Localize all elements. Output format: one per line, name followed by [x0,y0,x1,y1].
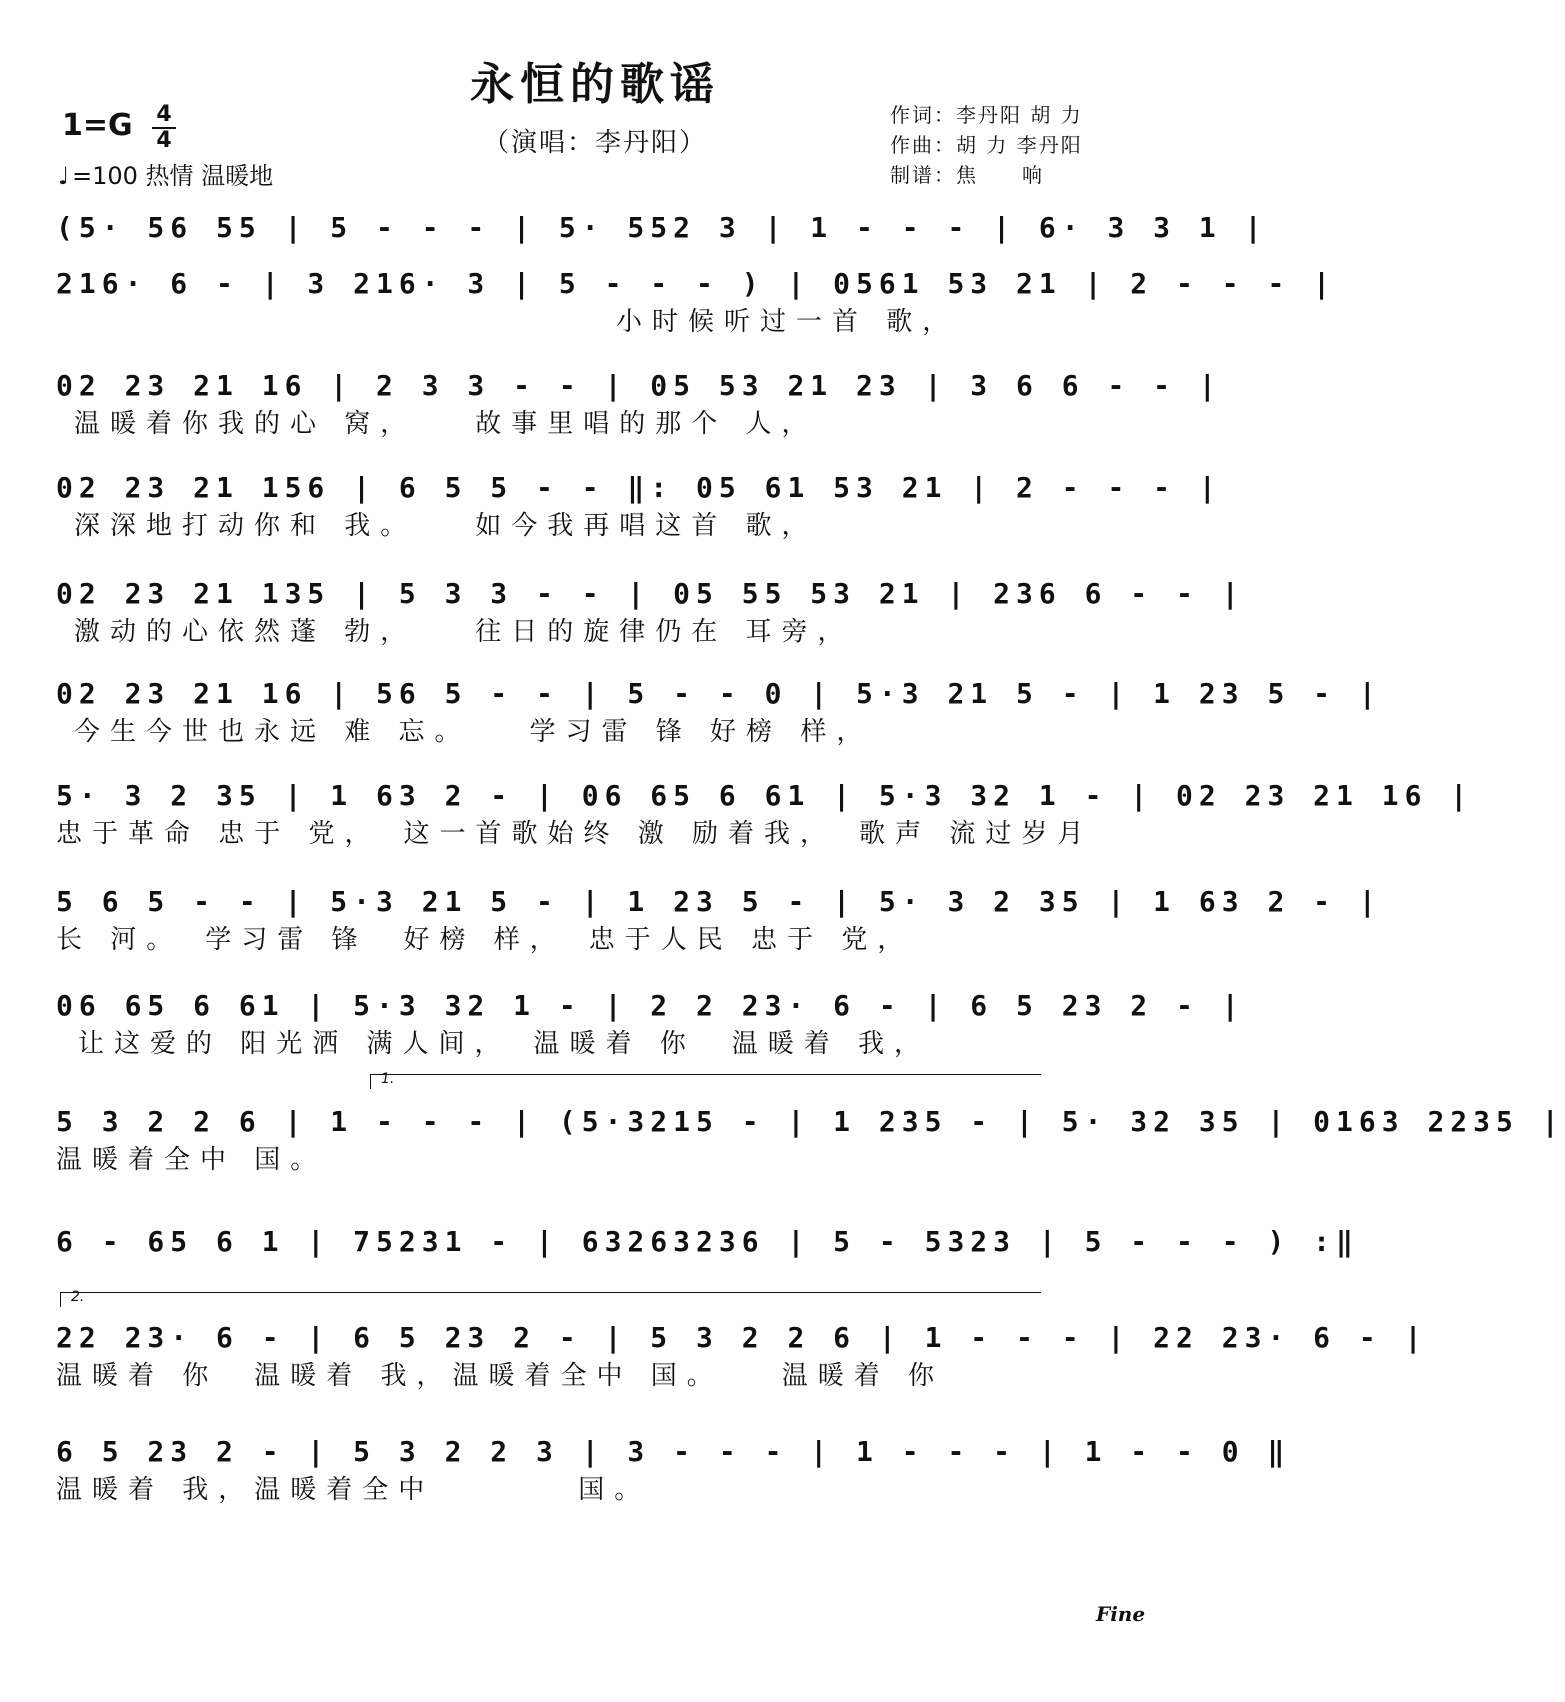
notation-line: (5· 56 55 | 5 - - - | 5· 552 3 | 1 - - - | 6· 3 3 1 | [56,211,1268,244]
song-title: 永恒的歌谣 [470,59,720,110]
notation-line: 02 23 21 156 | 6 5 5 - - ‖: 05 61 53 21 | 2 - - - | [56,471,1222,504]
notation-line: 5 3 2 2 6 | 1 - - - | (5·3215 - | 1 235 - | 5· 32 35 | 0163 2235 | [56,1105,1565,1138]
lyric-line: 温暖着 我，温暖着全中 国。 [56,1475,651,1505]
score-row [56,366,1222,442]
composer-credit: 作曲：胡 力 李丹阳 [890,133,1083,157]
notation-line: 02 23 21 16 | 56 5 - - | 5 - - 0 | 5·3 21 5 - | 1 23 5 - | [56,677,1382,710]
notation-line: 22 23· 6 - | 6 5 23 2 - | 5 3 2 2 6 | 1 - - - | 22 23· 6 - | [56,1321,1428,1354]
lyric-line: 温暖着 你 温暖着 我，温暖着全中 国。 温暖着 你 [56,1361,945,1391]
tempo-text: =100 热情 温暖地 [72,162,274,190]
lyric-line: 温暖着你我的心 窝， 故事里唱的那个 人， [74,409,818,439]
score-row [56,468,1222,544]
lyric-line: 忠于革命 忠于 党， 这一首歌始终 激 励着我， 歌声 流过岁月 [56,819,1094,849]
lyric-line: 小时候听过一首 歌， [616,307,959,337]
lyric-line: 温暖着全中 国。 [56,1145,327,1175]
notation-line: 5· 3 2 35 | 1 63 2 - | 06 65 6 61 | 5·3 32 1 - | 02 23 21 16 | [56,779,1474,812]
notation-line: 6 - 65 6 1 | 75231 - | 63263236 | 5 - 5323 | 5 - - - ) :‖ [56,1225,1359,1258]
volta-2-label: 2. [71,1289,85,1305]
lyric-line: 深深地打动你和 我。 如今我再唱这首 歌， [74,511,818,541]
score-row [56,1222,1359,1298]
notation-line: 216· 6 - | 3 216· 3 | 5 - - - ) | 0561 53 21 | 2 - - - | [56,267,1337,300]
notation-credit: 制谱：焦 响 [890,163,1044,187]
time-signature-top: 4 [156,102,172,127]
notation-line: 02 23 21 16 | 2 3 3 - - | 05 53 21 23 | 3 6 6 - - | [56,369,1222,402]
volta-1-label: 1. [381,1071,395,1087]
notation-line: 5 6 5 - - | 5·3 21 5 - | 1 23 5 - | 5· 3 2 35 | 1 63 2 - | [56,885,1382,918]
fine-marking: Fine [1096,1602,1146,1626]
lyric-line: 今生今世也永远 难 忘。 学习雷 锋 好榜 样， [74,717,873,747]
lyric-line: 激动的心依然蓬 勃， 往日的旋律仍在 耳旁， [74,617,854,647]
score-row [56,882,1382,958]
key-signature: 1=G [62,108,133,143]
credits [890,100,1083,190]
score-row [56,1102,1565,1178]
time-signature-bottom: 4 [156,128,172,153]
lyric-line: 长 河。 学习雷 锋 好榜 样， 忠于人民 忠于 党， [56,925,914,955]
score-row [56,264,1337,340]
singer-credit: （演唱：李丹阳） [482,128,707,158]
lyric-line: 让这爱的 阳光洒 满人间， 温暖着 你 温暖着 我， [78,1029,931,1059]
score-row [56,674,1382,750]
notation-line: 02 23 21 135 | 5 3 3 - - | 05 55 53 21 | 236 6 - - | [56,577,1245,610]
time-signature [152,104,176,152]
score-row [56,574,1245,650]
notation-line: 06 65 6 61 | 5·3 32 1 - | 2 2 23· 6 - | 6 5 23 2 - | [56,989,1245,1022]
volta-bracket-1 [370,1071,1041,1089]
lyricist-credit: 作词：李丹阳 胡 力 [890,103,1083,127]
score-row [56,1432,1291,1508]
score-row [56,1318,1428,1394]
notation-line: 6 5 23 2 - | 5 3 2 2 3 | 3 - - - | 1 - - - | 1 - - 0 ‖ [56,1435,1291,1468]
quarter-note-icon: ♩ [58,162,70,190]
score-row [56,986,1245,1062]
volta-bracket-2 [60,1289,1041,1307]
score-row [56,776,1474,852]
tempo-marking [58,156,273,191]
